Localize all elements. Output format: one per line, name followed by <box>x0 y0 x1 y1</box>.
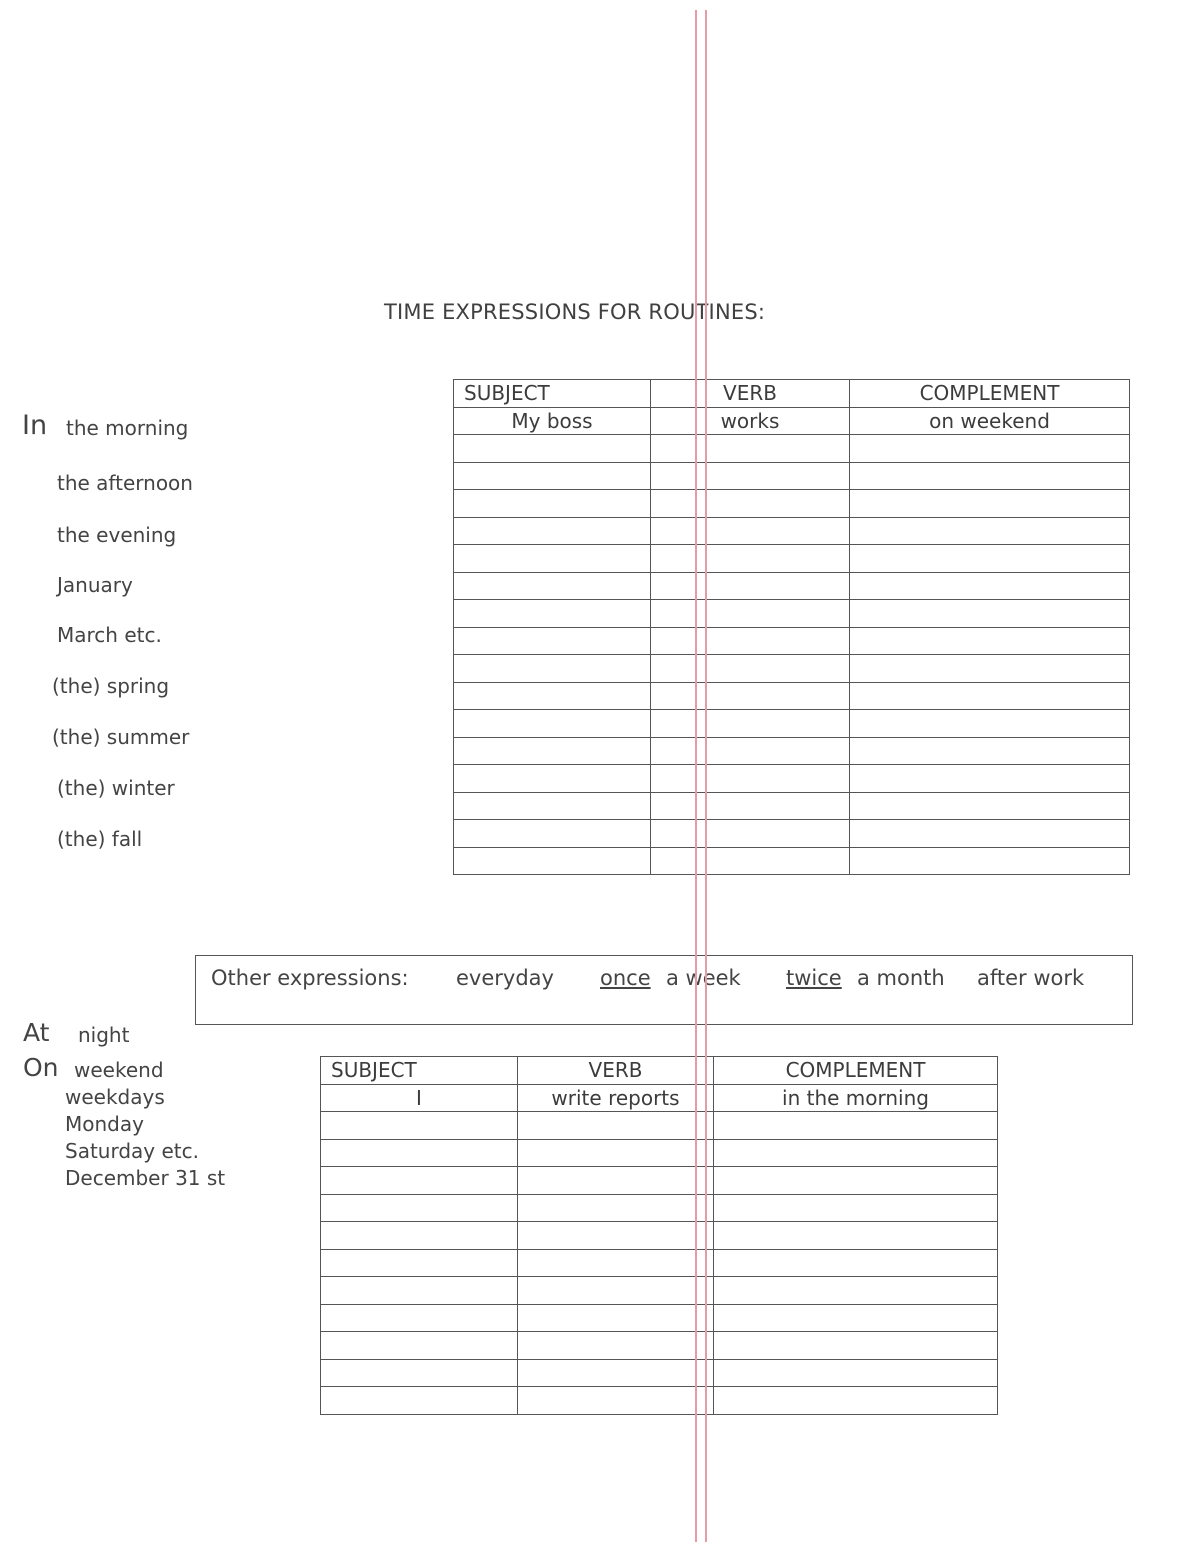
blank-row <box>454 847 1130 875</box>
blank-row <box>454 737 1130 765</box>
blank-row <box>321 1167 998 1195</box>
header-verb: VERB <box>651 380 850 408</box>
blank-row <box>321 1112 998 1140</box>
header-subject: SUBJECT <box>321 1057 518 1085</box>
blank-row <box>321 1332 998 1360</box>
blank-row <box>454 517 1130 545</box>
on-item: Saturday etc. <box>65 1139 199 1163</box>
expression-everyday: everyday <box>456 966 554 990</box>
in-item: (the) winter <box>57 776 175 800</box>
blank-row <box>321 1222 998 1250</box>
example-verb: write reports <box>518 1084 714 1112</box>
margin-line <box>695 10 707 1542</box>
blank-row <box>321 1359 998 1387</box>
header-complement: COMPLEMENT <box>714 1057 998 1085</box>
blank-row <box>454 572 1130 600</box>
blank-row <box>454 792 1130 820</box>
blank-row <box>321 1277 998 1305</box>
page-title: TIME EXPRESSIONS FOR ROUTINES: <box>384 300 766 324</box>
in-item: January <box>57 573 133 597</box>
blank-row <box>454 710 1130 738</box>
expression-after-work: after work <box>977 966 1085 990</box>
on-item: Monday <box>65 1112 144 1136</box>
in-item: March etc. <box>57 623 162 647</box>
blank-row <box>321 1304 998 1332</box>
in-item: (the) spring <box>52 674 170 698</box>
in-item: the evening <box>57 523 177 547</box>
blank-row <box>454 490 1130 518</box>
example-subject: My boss <box>454 407 651 435</box>
routine-table-1 <box>453 379 1130 875</box>
blank-row <box>454 682 1130 710</box>
example-verb: works <box>651 407 850 435</box>
in-item: (the) fall <box>57 827 143 851</box>
on-item: December 31 st <box>65 1166 226 1190</box>
example-complement: on weekend <box>850 407 1130 435</box>
blank-row <box>454 462 1130 490</box>
blank-row <box>454 627 1130 655</box>
in-item: the afternoon <box>57 471 193 495</box>
on-item: weekdays <box>65 1085 165 1109</box>
expression-twice: twice <box>786 966 842 990</box>
other-expressions-label: Other expressions: <box>211 966 409 990</box>
header-complement: COMPLEMENT <box>850 380 1130 408</box>
prep-at: At <box>23 1018 50 1047</box>
expression-once: once <box>600 966 651 990</box>
routine-table-2 <box>320 1056 998 1415</box>
blank-row <box>454 435 1130 463</box>
header-verb: VERB <box>518 1057 714 1085</box>
prep-on: On <box>23 1053 59 1082</box>
blank-row <box>454 820 1130 848</box>
prep-in: In <box>22 410 48 441</box>
blank-row <box>321 1387 998 1415</box>
in-item: the morning <box>66 416 189 440</box>
header-subject: SUBJECT <box>454 380 651 408</box>
expression-a-week: a week <box>666 966 741 990</box>
example-complement: in the morning <box>714 1084 998 1112</box>
on-item: weekend <box>74 1058 164 1082</box>
in-item: (the) summer <box>52 725 190 749</box>
blank-row <box>454 655 1130 683</box>
expression-a-month: a month <box>857 966 945 990</box>
blank-row <box>454 600 1130 628</box>
blank-row <box>321 1249 998 1277</box>
example-subject: I <box>321 1084 518 1112</box>
blank-row <box>321 1139 998 1167</box>
blank-row <box>454 765 1130 793</box>
at-item: night <box>78 1023 130 1047</box>
blank-row <box>321 1194 998 1222</box>
blank-row <box>454 545 1130 573</box>
